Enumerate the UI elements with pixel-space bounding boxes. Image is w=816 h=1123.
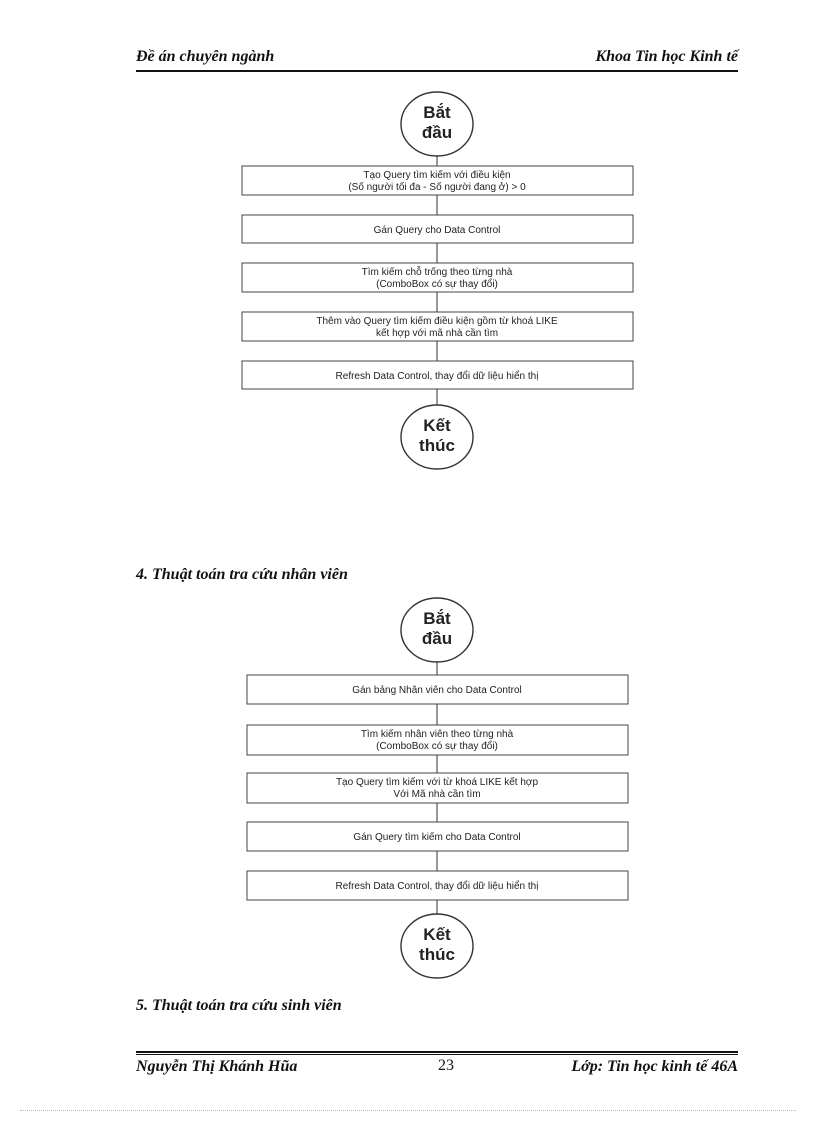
flowchart-1-start (401, 92, 473, 156)
flowchart-1-end-line-1: Kết (423, 416, 451, 435)
flowchart-2-end-line-1: Kết (423, 925, 451, 944)
flowchart-1-step-4-line-2: kết hợp với mã nhà cần tìm (375, 328, 499, 339)
page-number: 23 (438, 1057, 454, 1074)
flowchart-1-step-3-line-2: (ComboBox có sự thay đổi) (376, 279, 498, 290)
flowchart-2-step-4-line-1: Gán Query tìm kiếm cho Data Control (353, 832, 521, 843)
flowchart-2-step-3-line-2: Với Mã nhà cần tìm (393, 789, 481, 800)
flowchart-2-step-1 (247, 675, 628, 704)
flowchart-1-step-2 (242, 215, 633, 243)
flowchart-1-step-1-line-1: Tạo Query tìm kiếm với điều kiện (363, 170, 511, 181)
section-5-heading: 5. Thuật toán tra cứu sinh viên (136, 997, 342, 1014)
flowchart-2-step-3 (247, 773, 628, 803)
flowchart-2-start-line-1: Bắt (423, 609, 451, 628)
flowchart-2-end (401, 914, 473, 978)
flowchart-2-step-2-line-1: Tìm kiếm nhân viên theo từng nhà (360, 729, 514, 740)
page-edge-divider (20, 1110, 796, 1111)
flowchart-1-end-line-2: thúc (419, 436, 455, 455)
flowchart-1 (242, 92, 633, 469)
footer-author: Nguyễn Thị Khánh Hũa (136, 1058, 298, 1075)
flowchart-1-step-4 (242, 312, 633, 341)
flowchart-2-step-5-line-1: Refresh Data Control, thay đổi dữ liệu hiển thị (335, 881, 539, 892)
flowchart-2-step-3-line-1: Tạo Query tìm kiếm với từ khoá LIKE kết hợp (335, 777, 539, 788)
flowchart-1-step-3-line-1: Tìm kiếm chỗ trống theo từng nhà (361, 267, 513, 278)
flowchart-1-step-3 (242, 263, 633, 292)
footer-class: Lớp: Tin học kinh tế 46A (571, 1058, 738, 1075)
flowchart-2-step-5 (247, 871, 628, 900)
footer-rule (136, 1051, 738, 1053)
header-left: Đề án chuyên ngành (136, 48, 275, 65)
section-4-heading: 4. Thuật toán tra cứu nhân viên (136, 566, 348, 583)
flowchart-1-start-line-1: Bắt (423, 103, 451, 122)
flowchart-1-step-5-line-1: Refresh Data Control, thay đổi dữ liệu hiển thị (335, 371, 539, 382)
flowchart-1-step-1 (242, 166, 633, 195)
flowchart-2-step-2 (247, 725, 628, 755)
flowchart-1-step-2-line-1: Gán Query cho Data Control (373, 225, 501, 236)
flowchart-2-step-2-line-2: (ComboBox có sự thay đổi) (376, 741, 498, 752)
flowchart-2 (247, 598, 628, 978)
flowchart-1-step-5 (242, 361, 633, 389)
flowchart-2-end-line-2: thúc (419, 945, 455, 964)
flowchart-2-step-1-line-1: Gán bảng Nhân viên cho Data Control (352, 685, 522, 696)
flowchart-2-start (401, 598, 473, 662)
flowchart-2-start-line-2: đầu (421, 629, 453, 648)
flowchart-1-end (401, 405, 473, 469)
header-right: Khoa Tin học Kinh tế (595, 48, 738, 65)
footer-rule-thin (136, 1054, 738, 1055)
flowchart-1-start-line-2: đầu (421, 123, 453, 142)
flowchart-1-step-1-line-2: (Số người tối đa - Số người đang ở) > 0 (348, 182, 526, 193)
flowchart-2-step-4 (247, 822, 628, 851)
flowchart-1-step-4-line-1: Thêm vào Query tìm kiếm điều kiện gồm từ khoá LIKE (316, 316, 558, 327)
